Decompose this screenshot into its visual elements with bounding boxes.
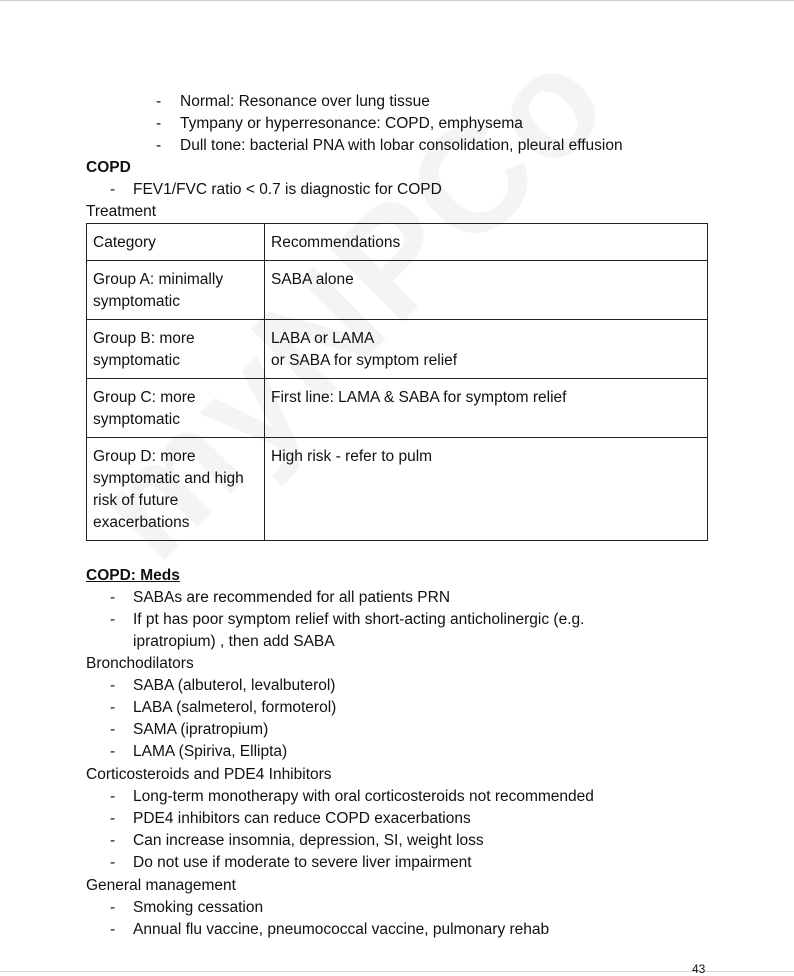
bullet-dash: - [156,137,162,154]
table-cell-recommendation [265,379,708,438]
bullet-dash: - [110,181,116,198]
bullet-dash: - [110,699,116,716]
percussion-item: Dull tone: bacterial PNA with lobar consolidation, pleural effusion [180,137,623,154]
cell-line: LABA or LAMA [271,330,375,347]
bullet-dash: - [110,589,116,606]
table-row [87,261,708,320]
page-number: 43 [692,962,706,976]
percussion-item: Normal: Resonance over lung tissue [180,93,430,110]
general-item: Smoking cessation [133,899,264,916]
bronchodilator-item: LABA (salmeterol, formoterol) [133,699,337,716]
cell-line: Group D: more [93,448,196,465]
general-label: General management [86,877,236,894]
table-row [87,438,708,541]
cell-line: Group B: more [93,330,195,347]
table-cell-recommendation [265,438,708,541]
cell-line: High risk - refer to pulm [271,448,433,465]
cortico-item: PDE4 inhibitors can reduce COPD exacerbations [133,810,471,827]
table-cell-recommendation [265,261,708,320]
percussion-item: Tympany or hyperresonance: COPD, emphysema [180,115,523,132]
treatment-label: Treatment [86,203,157,220]
cell-line: Group C: more [93,389,196,406]
cortico-item: Long-term monotherapy with oral corticosteroids not recommended [133,788,594,805]
table-cell-category [87,261,265,320]
bullet-dash: - [156,93,162,110]
table-cell-category [87,379,265,438]
cortico-item: Can increase insomnia, depression, SI, weight loss [133,832,484,849]
bullet-dash: - [156,115,162,132]
meds-heading: COPD: Meds [86,567,180,584]
cell-line: symptomatic [93,352,180,369]
cell-line: exacerbations [93,514,190,531]
cell-line: Group A: minimally [93,271,224,288]
bullet-dash: - [110,721,116,738]
bullet-dash: - [110,899,116,916]
table-cell-category [87,320,265,379]
table-row [87,379,708,438]
bronchodilators-label: Bronchodilators [86,655,194,672]
table-header-cell: Category [87,224,265,261]
bullet-dash: - [110,743,116,760]
meds-bullet-continuation: ipratropium) , then add SABA [133,633,335,650]
treatment-table [86,223,708,541]
cell-line: symptomatic [93,411,180,428]
table-cell-recommendation [265,320,708,379]
meds-bullet: If pt has poor symptom relief with short-acting anticholinergic (e.g. [133,611,585,628]
cortico-label: Corticosteroids and PDE4 Inhibitors [86,766,332,783]
cell-line: SABA alone [271,271,354,288]
cell-line: symptomatic [93,293,180,310]
top-divider [0,0,794,1]
cell-line: symptomatic and high [93,470,244,487]
cell-line: risk of future [93,492,179,509]
bullet-dash: - [110,788,116,805]
table-row [87,320,708,379]
cell-line: or SABA for symptom relief [271,352,458,369]
table-header-row [87,224,708,261]
bottom-divider [0,971,794,972]
meds-bullet: SABAs are recommended for all patients PRN [133,589,451,606]
cell-line: First line: LAMA & SABA for symptom relief [271,389,567,406]
bullet-dash: - [110,854,116,871]
bronchodilator-item: SABA (albuterol, levalbuterol) [133,677,336,694]
general-item: Annual flu vaccine, pneumococcal vaccine, pulmonary rehab [133,921,550,938]
bullet-dash: - [110,810,116,827]
table-cell-category [87,438,265,541]
bronchodilator-item: LAMA (Spiriva, Ellipta) [133,743,288,760]
copd-heading: COPD [86,159,131,176]
bullet-dash: - [110,677,116,694]
table-header-cell: Recommendations [265,224,708,261]
bronchodilator-item: SAMA (ipratropium) [133,721,269,738]
bullet-dash: - [110,611,116,628]
cortico-item: Do not use if moderate to severe liver impairment [133,854,472,871]
copd-bullet: FEV1/FVC ratio < 0.7 is diagnostic for COPD [133,181,442,198]
bullet-dash: - [110,921,116,938]
bullet-dash: - [110,832,116,849]
